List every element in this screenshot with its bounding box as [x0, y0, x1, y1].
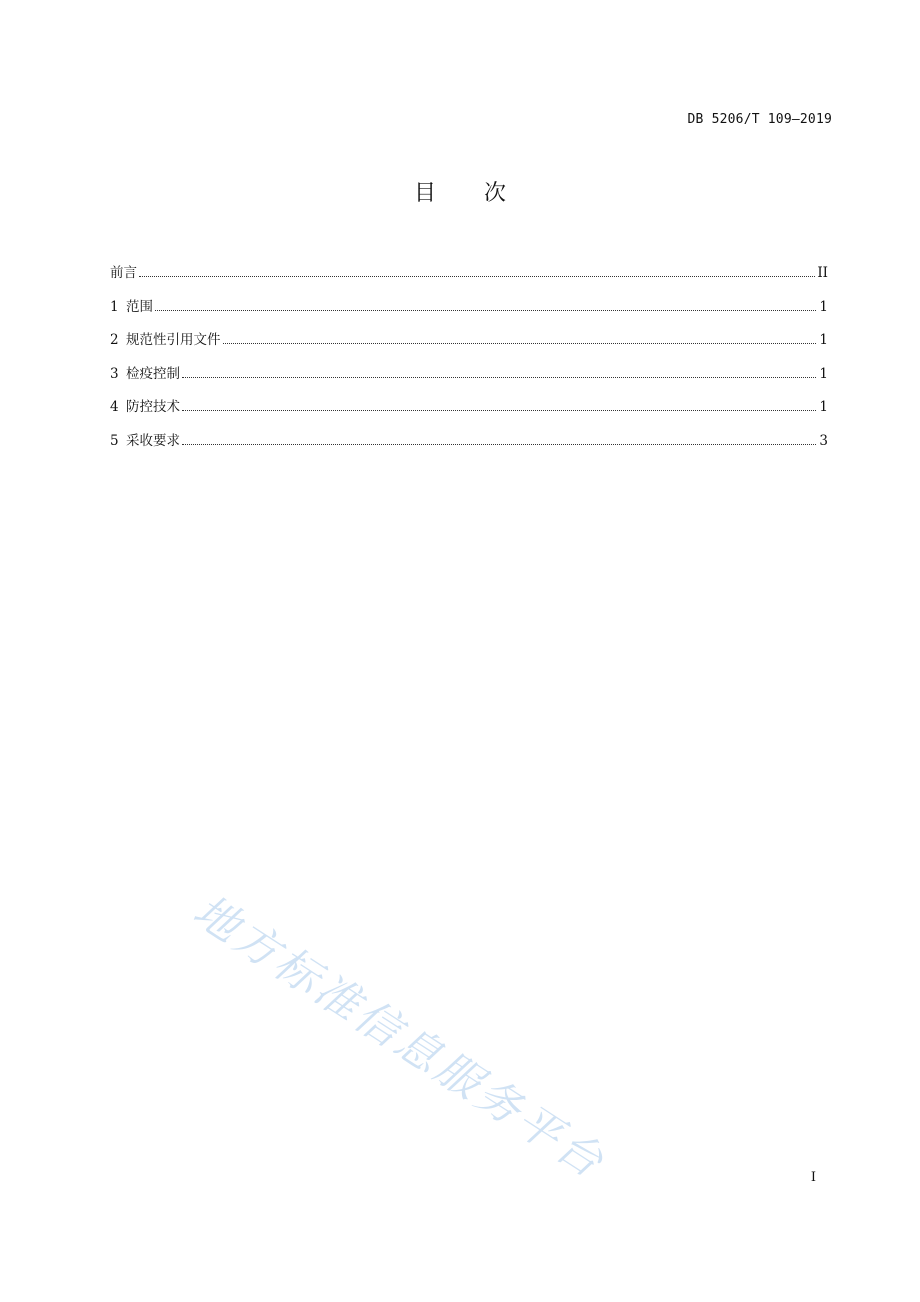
toc-leader-dots [223, 342, 817, 344]
toc-entry-label: 检疫控制 [126, 365, 180, 382]
watermark: 地方标准信息服务平台 [184, 885, 615, 1190]
toc-entry-prevention-techniques[interactable] [110, 397, 828, 431]
toc-leader-dots [182, 376, 816, 378]
toc-entry-page: 3 [819, 432, 828, 449]
toc-title-part1: 目 [413, 181, 436, 206]
document-code: DB 5206/T 109—2019 [687, 112, 832, 127]
toc-leader-dots [139, 275, 815, 277]
toc-entry-number: 4 [110, 399, 119, 415]
toc-entry-number: 3 [110, 365, 119, 382]
toc-leader-dots [155, 309, 816, 311]
toc-leader-dots [182, 409, 816, 411]
toc-list [110, 263, 828, 464]
toc-entry-page: 1 [819, 332, 828, 348]
toc-entry-label: 前言 [110, 265, 137, 281]
toc-entry-quarantine-control[interactable] [110, 364, 828, 398]
toc-entry-number: 1 [110, 298, 119, 315]
toc-entry-label: 范围 [126, 298, 153, 315]
toc-entry-normative-references[interactable] [110, 330, 828, 364]
toc-entry-page: 1 [819, 399, 828, 415]
page-number: I [810, 1170, 816, 1185]
toc-entry-label: 规范性引用文件 [126, 332, 221, 348]
toc-entry-page: 1 [819, 365, 828, 382]
toc-entry-number: 5 [110, 432, 119, 449]
toc-title [0, 176, 920, 207]
toc-leader-dots [182, 443, 816, 445]
toc-entry-label: 采收要求 [126, 432, 180, 449]
toc-entry-label: 防控技术 [126, 399, 180, 415]
toc-entry-page: 1 [819, 298, 828, 315]
toc-entry-scope[interactable] [110, 297, 828, 331]
toc-title-part2: 次 [484, 181, 507, 206]
toc-entry-foreword[interactable] [110, 263, 828, 297]
toc-entry-number: 2 [110, 332, 119, 348]
toc-entry-harvest-requirements[interactable] [110, 431, 828, 465]
toc-entry-page: II [817, 265, 828, 281]
